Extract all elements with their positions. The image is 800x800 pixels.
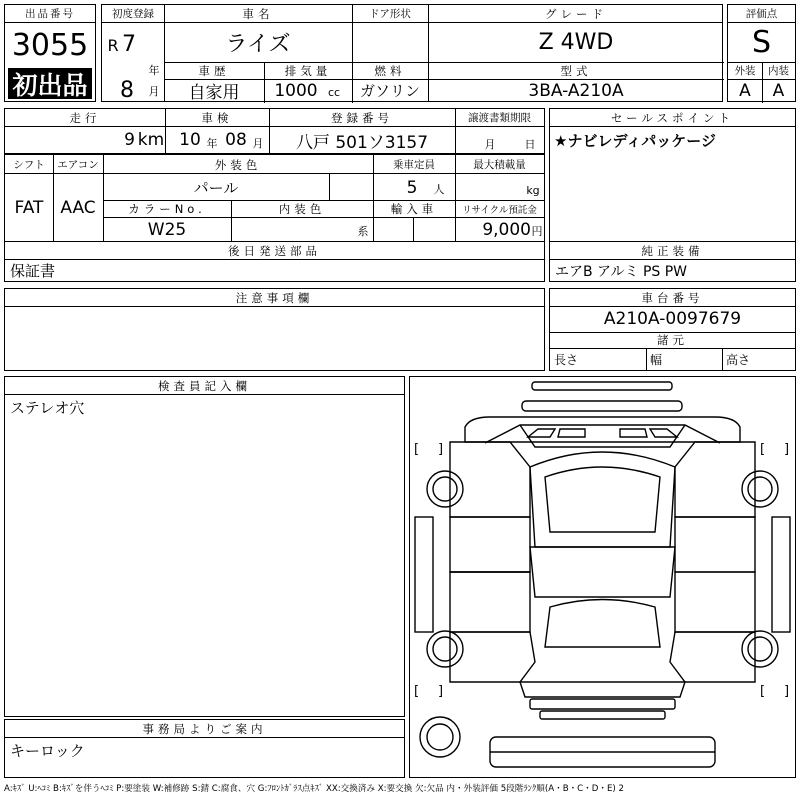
int-color-value (231, 218, 349, 241)
import-label: 輸入車 (390, 202, 438, 216)
details-box (4, 108, 545, 242)
inspection-year: 10 (179, 130, 201, 150)
history-value: 自家用 (188, 83, 240, 103)
sales-point-box (549, 108, 796, 242)
office-value: キーロック (10, 741, 85, 760)
displacement-unit: cc (327, 85, 341, 99)
history-label: 車歴 (198, 63, 230, 78)
bracket-left-bottom-close: ] (438, 684, 444, 699)
car-name: ライズ (225, 32, 291, 57)
sales-point-value: ★ナビレディパッケージ (554, 131, 716, 150)
max-load-value (461, 175, 521, 200)
ext-score-label: 外装 (734, 65, 756, 77)
plate-label: 登録番号 (331, 110, 393, 125)
inspector-box (4, 376, 405, 717)
recycle-label: リサイクル預託金 (462, 205, 537, 216)
first-listing-badge: 初出品 (8, 68, 92, 99)
notes-label: 注意事項欄 (235, 290, 314, 305)
score-box (727, 4, 796, 102)
fuel-value: ガソリン (359, 82, 420, 100)
transfer-month-unit: 月 (484, 138, 496, 151)
lot-box (4, 4, 96, 102)
spec-width-label: 幅 (650, 352, 663, 367)
car-name-label: 車名 (242, 6, 274, 21)
inspection-month-unit: 月 (252, 137, 264, 150)
bracket-right-bottom-close: ] (784, 684, 790, 699)
reg-label: 初度登録 (112, 8, 154, 20)
chassis-value: A210A-0097679 (603, 309, 742, 329)
door-label: ドア形状 (369, 8, 411, 20)
import-value (373, 218, 455, 241)
max-load-unit: kg (526, 183, 540, 197)
int-score-label: 内装 (768, 65, 789, 77)
specs-label: 諸元 (657, 333, 688, 347)
int-color-unit: 系 (357, 225, 369, 238)
office-label: 事務局よりご案内 (142, 721, 267, 736)
int-color-label: 内装色 (278, 202, 326, 216)
model-value: 3BA-A210A (528, 80, 624, 101)
door-value (352, 23, 428, 62)
ext-color-label: 外装色 (214, 157, 262, 172)
shift-value: FAT (14, 198, 44, 218)
reg-month-unit: 月 (148, 85, 160, 98)
shift-label: シフト (13, 159, 45, 171)
displacement-label: 排気量 (284, 63, 332, 78)
int-score-value: A (772, 80, 785, 101)
lot-label: 出品番号 (25, 8, 75, 20)
inspector-value: ステレオ穴 (10, 398, 85, 417)
displacement-value: 1000 (274, 80, 318, 101)
inspection-year-unit: 年 (206, 137, 218, 150)
score-label: 評価点 (745, 8, 778, 20)
equipment-box (549, 241, 796, 282)
model-label: 型式 (560, 63, 592, 78)
recycle-value: 9,000 (482, 219, 531, 240)
sales-point-label: セールスポイント (611, 110, 734, 125)
equipment-value: エアB アルミ PS PW (555, 263, 688, 280)
office-box (4, 719, 405, 778)
ext-color-value: パール (193, 179, 239, 197)
later-parts-value: 保証書 (10, 262, 56, 280)
fuel-label: 燃料 (374, 63, 406, 78)
vehicle-info-box (101, 4, 723, 102)
legend-text: A:ｷｽﾞ U:ﾍｺﾐ B:ｷｽﾞを伴うﾍｺﾐ P:要塗装 W:補修跡 S:錆 C:腐食、穴 G:ﾌﾛﾝﾄｶﾞﾗｽ点ｷｽﾞ XX:交換済み X:要交換 欠:欠品 内・外装評価 5段階ﾗﾝｸ順(A・B・C・D・E) 2 (4, 784, 624, 794)
aircon-value: AAC (60, 198, 96, 218)
spec-length-label: 長さ (554, 352, 579, 367)
bracket-right-top-close: ] (784, 442, 790, 457)
chassis-box (549, 288, 796, 371)
plate-value: 八戸 501ソ3157 (295, 132, 429, 153)
later-parts-label: 後日発送部品 (228, 243, 321, 258)
recycle-unit: 円 (531, 225, 543, 238)
bracket-right-top: [ (760, 442, 766, 457)
mileage-value: 9 (124, 130, 135, 150)
bracket-right-bottom: [ (760, 684, 766, 699)
capacity-unit: 人 (433, 183, 445, 196)
bracket-left-top: [ (414, 442, 420, 457)
color-no-label: カラーNo. (128, 202, 206, 216)
notes-box (4, 288, 545, 371)
capacity-value: 5 (406, 177, 418, 198)
transfer-label: 譲渡書類期限 (468, 112, 531, 124)
chassis-label: 車台番号 (641, 290, 704, 305)
grade-label: グレード (545, 6, 607, 21)
reg-era: R (107, 35, 119, 55)
reg-year: 7 (122, 31, 136, 57)
bracket-left-top-close: ] (438, 442, 444, 457)
inspector-label: 検査員記入欄 (158, 378, 251, 393)
mileage-unit: km (137, 130, 165, 150)
score-value: S (751, 25, 772, 60)
car-damage-diagram (409, 376, 796, 778)
max-load-label: 最大積載量 (473, 159, 526, 171)
color-no-value: W25 (147, 219, 187, 240)
mileage-label: 走行 (69, 110, 101, 125)
later-parts-box (4, 241, 545, 282)
notes-value (10, 309, 540, 329)
capacity-label: 乗車定員 (393, 159, 435, 171)
ext-score-value: A (739, 80, 751, 101)
bracket-left-bottom: [ (414, 684, 420, 699)
inspection-label: 車検 (201, 110, 233, 125)
grade-value: Z 4WD (538, 30, 614, 55)
car-diagram-svg (410, 377, 795, 777)
transfer-day-unit: 日 (524, 138, 536, 151)
inspection-month: 08 (225, 130, 247, 150)
equipment-label: 純正装備 (641, 243, 704, 258)
reg-year-unit: 年 (148, 64, 160, 77)
aircon-label: エアコン (57, 159, 99, 171)
reg-month: 8 (120, 77, 134, 103)
spec-height-label: 高さ (726, 352, 751, 367)
lot-number: 3055 (11, 27, 89, 63)
